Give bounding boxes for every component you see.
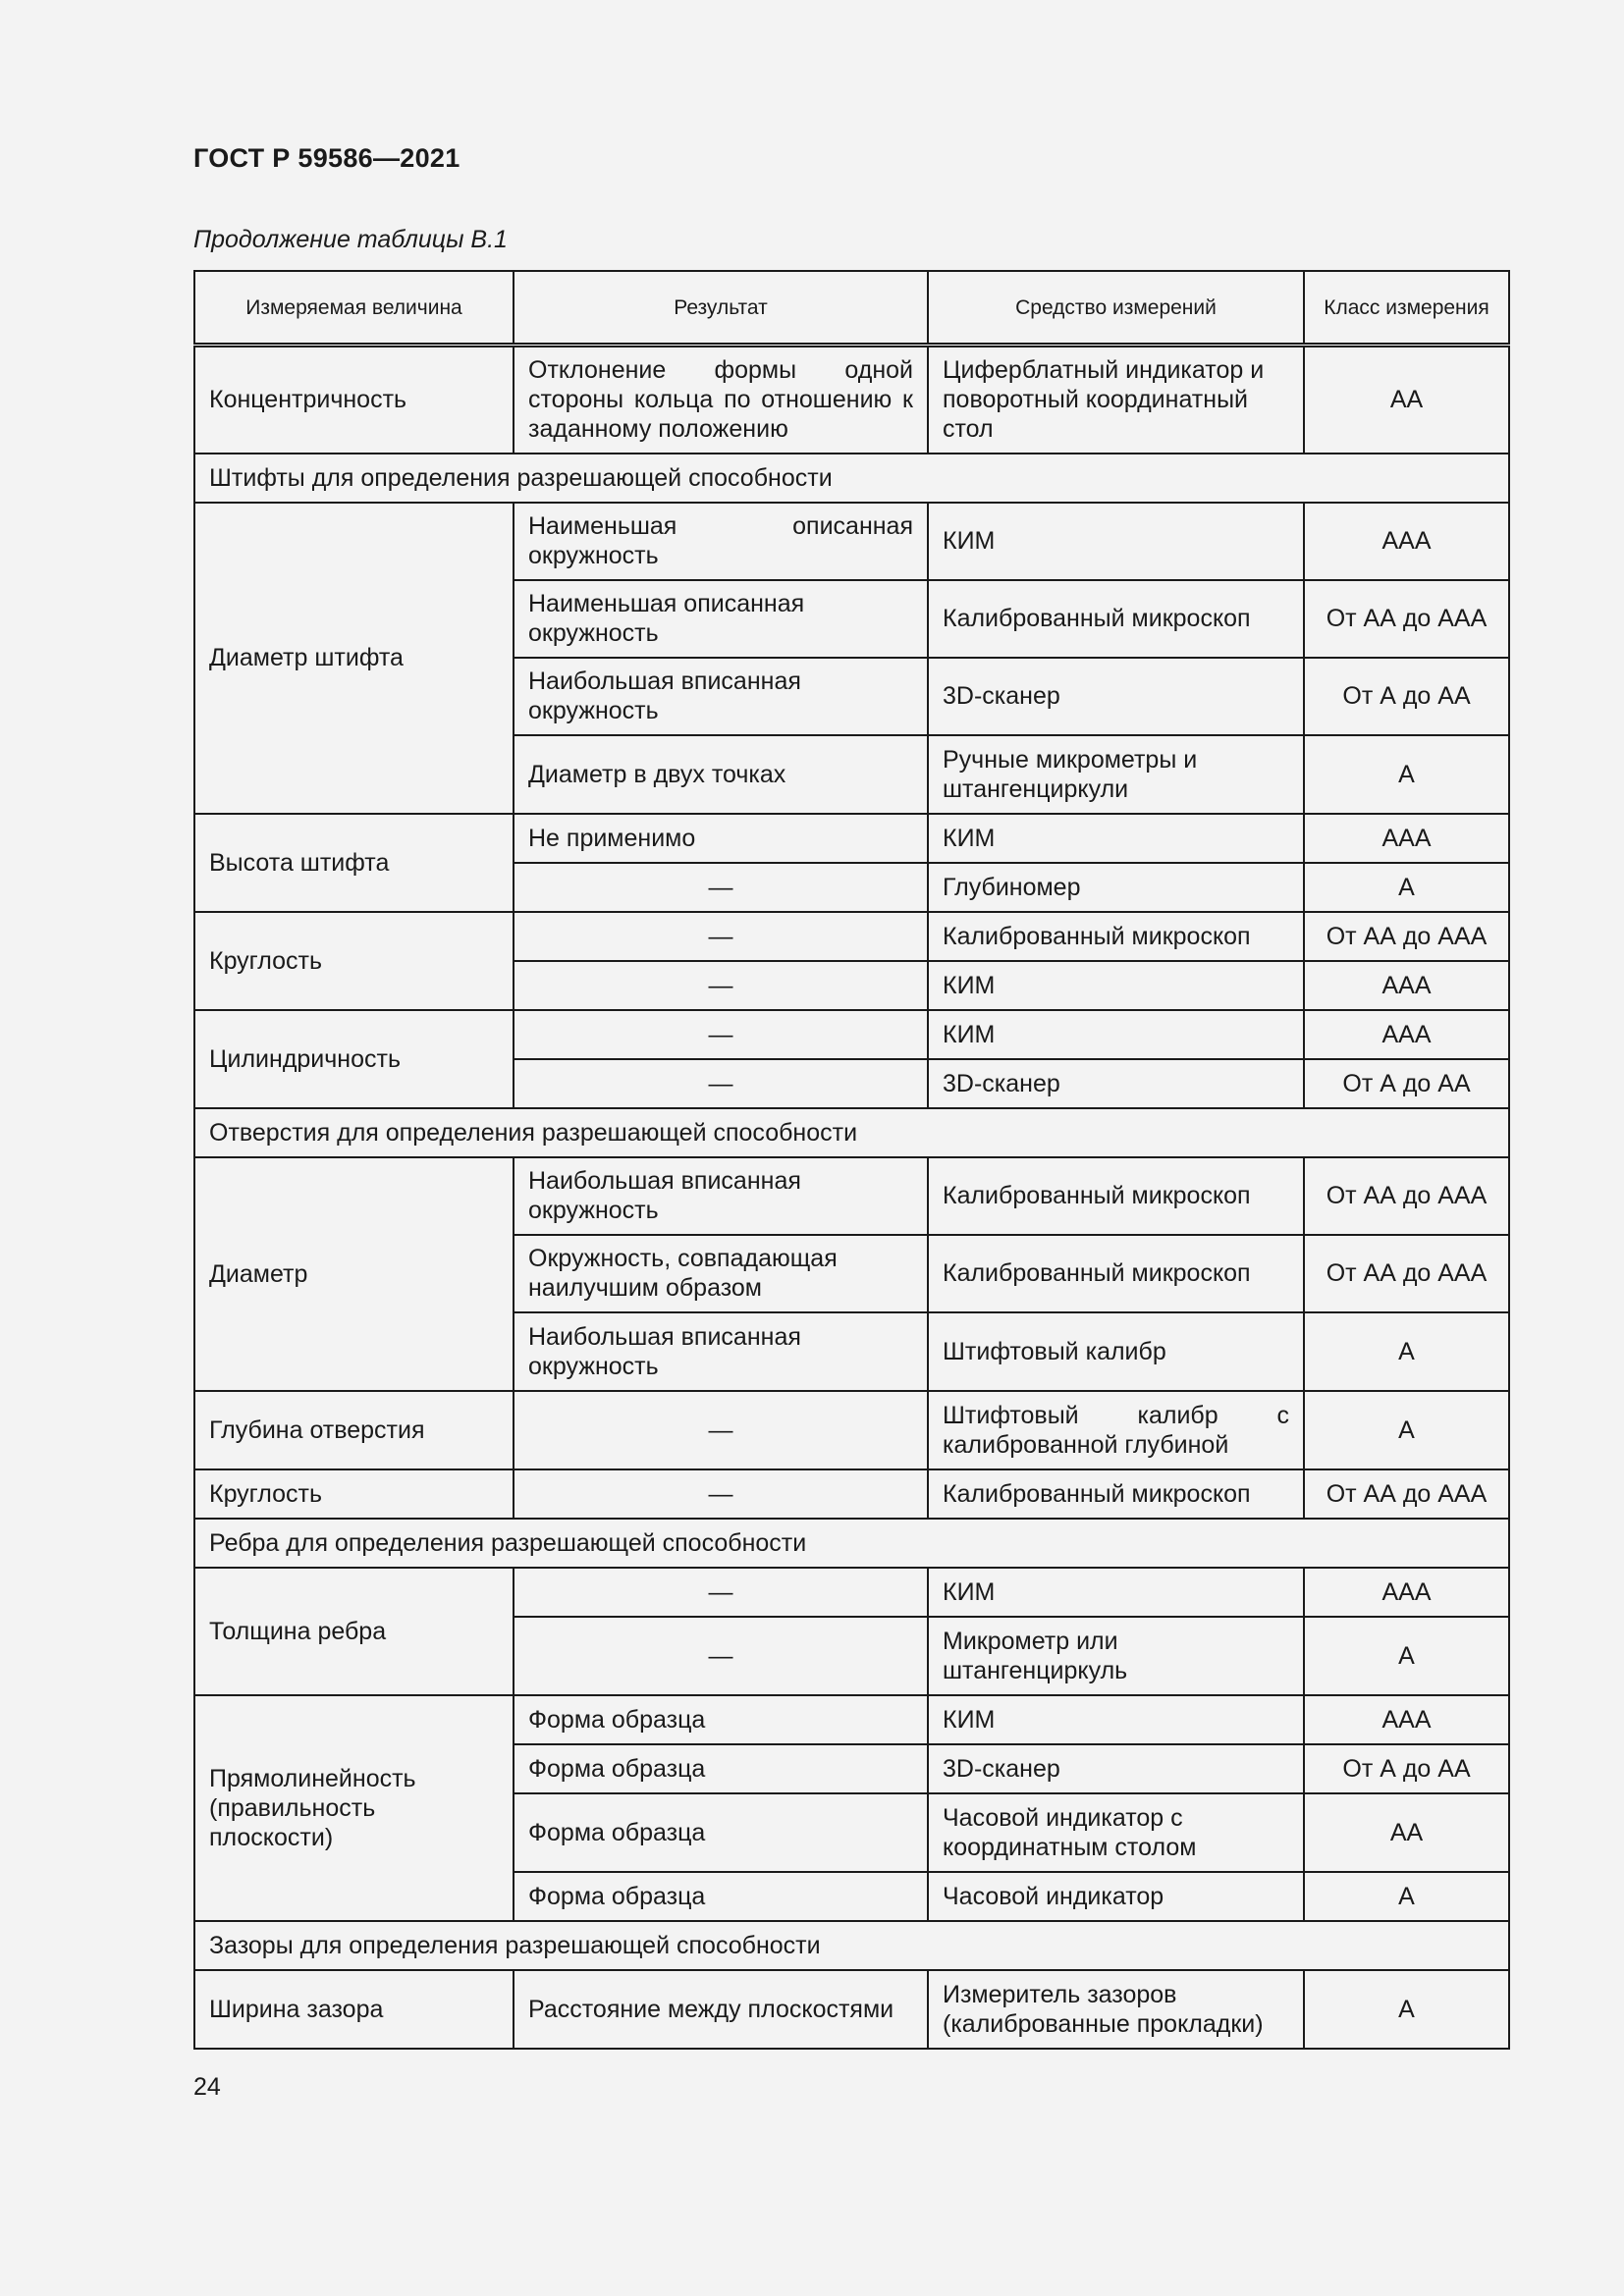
cell-class: А <box>1304 735 1509 814</box>
cell-class: А <box>1304 1970 1509 2049</box>
cell-instrument: 3D-сканер <box>928 658 1304 735</box>
header-quantity: Измеряемая величина <box>194 271 514 346</box>
cell-class: А <box>1304 1391 1509 1469</box>
cell-instrument: Штифтовый калибр <box>928 1312 1304 1391</box>
table-row <box>194 912 1509 961</box>
section-row <box>194 454 1509 503</box>
cell-result: — <box>514 1010 928 1059</box>
cell-result: Наименьшая описанная окружность <box>514 503 928 580</box>
table-row <box>194 503 1509 580</box>
document-header: ГОСТ Р 59586—2021 <box>193 143 460 173</box>
table-header-row <box>194 271 1509 346</box>
cell-result: — <box>514 912 928 961</box>
cell-class: От А до АА <box>1304 1744 1509 1793</box>
cell-class: ААА <box>1304 814 1509 863</box>
cell-instrument: 3D-сканер <box>928 1059 1304 1108</box>
section-row <box>194 1108 1509 1157</box>
cell-instrument: 3D-сканер <box>928 1744 1304 1793</box>
cell-result: Форма образца <box>514 1793 928 1872</box>
cell-result: Отклонение формы одной стороны кольца по отношению к заданному положению <box>514 346 928 454</box>
cell-class: А <box>1304 863 1509 912</box>
cell-instrument: Ручные микрометры и штангенциркули <box>928 735 1304 814</box>
cell-instrument: Калиброванный микроскоп <box>928 912 1304 961</box>
cell-result: Наименьшая описанная окружность <box>514 580 928 658</box>
table-row <box>194 346 1509 454</box>
table-row <box>194 1391 1509 1469</box>
cell-result: — <box>514 1617 928 1695</box>
table-row <box>194 1010 1509 1059</box>
cell-class: ААА <box>1304 1010 1509 1059</box>
cell-result: — <box>514 1391 928 1469</box>
section-row <box>194 1921 1509 1970</box>
cell-quantity: Прямолинейность (правильность плоскости) <box>194 1695 514 1921</box>
table-row <box>194 1157 1509 1235</box>
cell-class: А <box>1304 1617 1509 1695</box>
cell-class: От АА до ААА <box>1304 1235 1509 1312</box>
table-row <box>194 1568 1509 1617</box>
section-title: Ребра для определения разрешающей способности <box>194 1519 1509 1568</box>
cell-instrument: Глубиномер <box>928 863 1304 912</box>
cell-quantity: Глубина отверстия <box>194 1391 514 1469</box>
cell-class: От АА до ААА <box>1304 912 1509 961</box>
cell-result: Наибольшая вписанная окружность <box>514 658 928 735</box>
cell-class: От АА до ААА <box>1304 580 1509 658</box>
cell-class: От АА до ААА <box>1304 1157 1509 1235</box>
cell-class: AAA <box>1304 503 1509 580</box>
cell-quantity: Диаметр штифта <box>194 503 514 814</box>
cell-instrument: Калиброванный микроскоп <box>928 1157 1304 1235</box>
cell-quantity: Круглость <box>194 1469 514 1519</box>
section-title: Зазоры для определения разрешающей способности <box>194 1921 1509 1970</box>
cell-instrument: Калиброванный микроскоп <box>928 1235 1304 1312</box>
cell-result: Форма образца <box>514 1744 928 1793</box>
table-caption: Продолжение таблицы В.1 <box>193 226 508 253</box>
measurement-table <box>193 270 1510 2050</box>
cell-instrument: Штифтовый калибр с калиброванной глубиной <box>928 1391 1304 1469</box>
cell-result: — <box>514 1059 928 1108</box>
section-title: Штифты для определения разрешающей способности <box>194 454 1509 503</box>
cell-result: — <box>514 961 928 1010</box>
cell-class: А <box>1304 1312 1509 1391</box>
cell-result: — <box>514 1568 928 1617</box>
cell-instrument: Часовой индикатор с координатным столом <box>928 1793 1304 1872</box>
cell-result: Диаметр в двух точках <box>514 735 928 814</box>
cell-instrument: Калиброванный микроскоп <box>928 580 1304 658</box>
table-row <box>194 1469 1509 1519</box>
section-title: Отверстия для определения разрешающей способности <box>194 1108 1509 1157</box>
cell-result: Не применимо <box>514 814 928 863</box>
cell-quantity: Диаметр <box>194 1157 514 1391</box>
cell-result: Расстояние между плоскостями <box>514 1970 928 2049</box>
cell-instrument: Часовой индикатор <box>928 1872 1304 1921</box>
cell-instrument: КИМ <box>928 503 1304 580</box>
cell-quantity: Концентричность <box>194 346 514 454</box>
cell-class: ААА <box>1304 961 1509 1010</box>
cell-instrument: КИМ <box>928 814 1304 863</box>
cell-quantity: Круглость <box>194 912 514 1010</box>
cell-class: АА <box>1304 1793 1509 1872</box>
cell-result: Наибольшая вписанная окружность <box>514 1157 928 1235</box>
table-row <box>194 1970 1509 2049</box>
cell-instrument: КИМ <box>928 1010 1304 1059</box>
cell-instrument: Измеритель зазоров (калиброванные прокладки) <box>928 1970 1304 2049</box>
cell-class: От АА до ААА <box>1304 1469 1509 1519</box>
cell-quantity: Ширина зазора <box>194 1970 514 2049</box>
page-number: 24 <box>193 2073 221 2101</box>
table-row <box>194 1695 1509 1744</box>
cell-instrument: КИМ <box>928 1568 1304 1617</box>
table-row <box>194 814 1509 863</box>
cell-result: Наибольшая вписанная окружность <box>514 1312 928 1391</box>
cell-class: А <box>1304 1872 1509 1921</box>
cell-quantity: Цилиндричность <box>194 1010 514 1108</box>
cell-instrument: Калиброванный микроскоп <box>928 1469 1304 1519</box>
cell-class: AA <box>1304 346 1509 454</box>
header-class: Класс измерения <box>1304 271 1509 346</box>
cell-instrument: КИМ <box>928 1695 1304 1744</box>
cell-class: ААА <box>1304 1568 1509 1617</box>
cell-result: Окружность, совпадающая наилучшим образом <box>514 1235 928 1312</box>
cell-instrument: Микрометр или штангенциркуль <box>928 1617 1304 1695</box>
cell-class: ААА <box>1304 1695 1509 1744</box>
cell-instrument: КИМ <box>928 961 1304 1010</box>
cell-class: От А до АА <box>1304 658 1509 735</box>
header-result: Результат <box>514 271 928 346</box>
cell-class: От А до АА <box>1304 1059 1509 1108</box>
cell-result: Форма образца <box>514 1872 928 1921</box>
header-instrument: Средство измерений <box>928 271 1304 346</box>
section-row <box>194 1519 1509 1568</box>
cell-result: Форма образца <box>514 1695 928 1744</box>
cell-instrument: Циферблатный индикатор и поворотный координатный стол <box>928 346 1304 454</box>
cell-result: — <box>514 1469 928 1519</box>
cell-quantity: Толщина ребра <box>194 1568 514 1695</box>
cell-quantity: Высота штифта <box>194 814 514 912</box>
cell-result: — <box>514 863 928 912</box>
